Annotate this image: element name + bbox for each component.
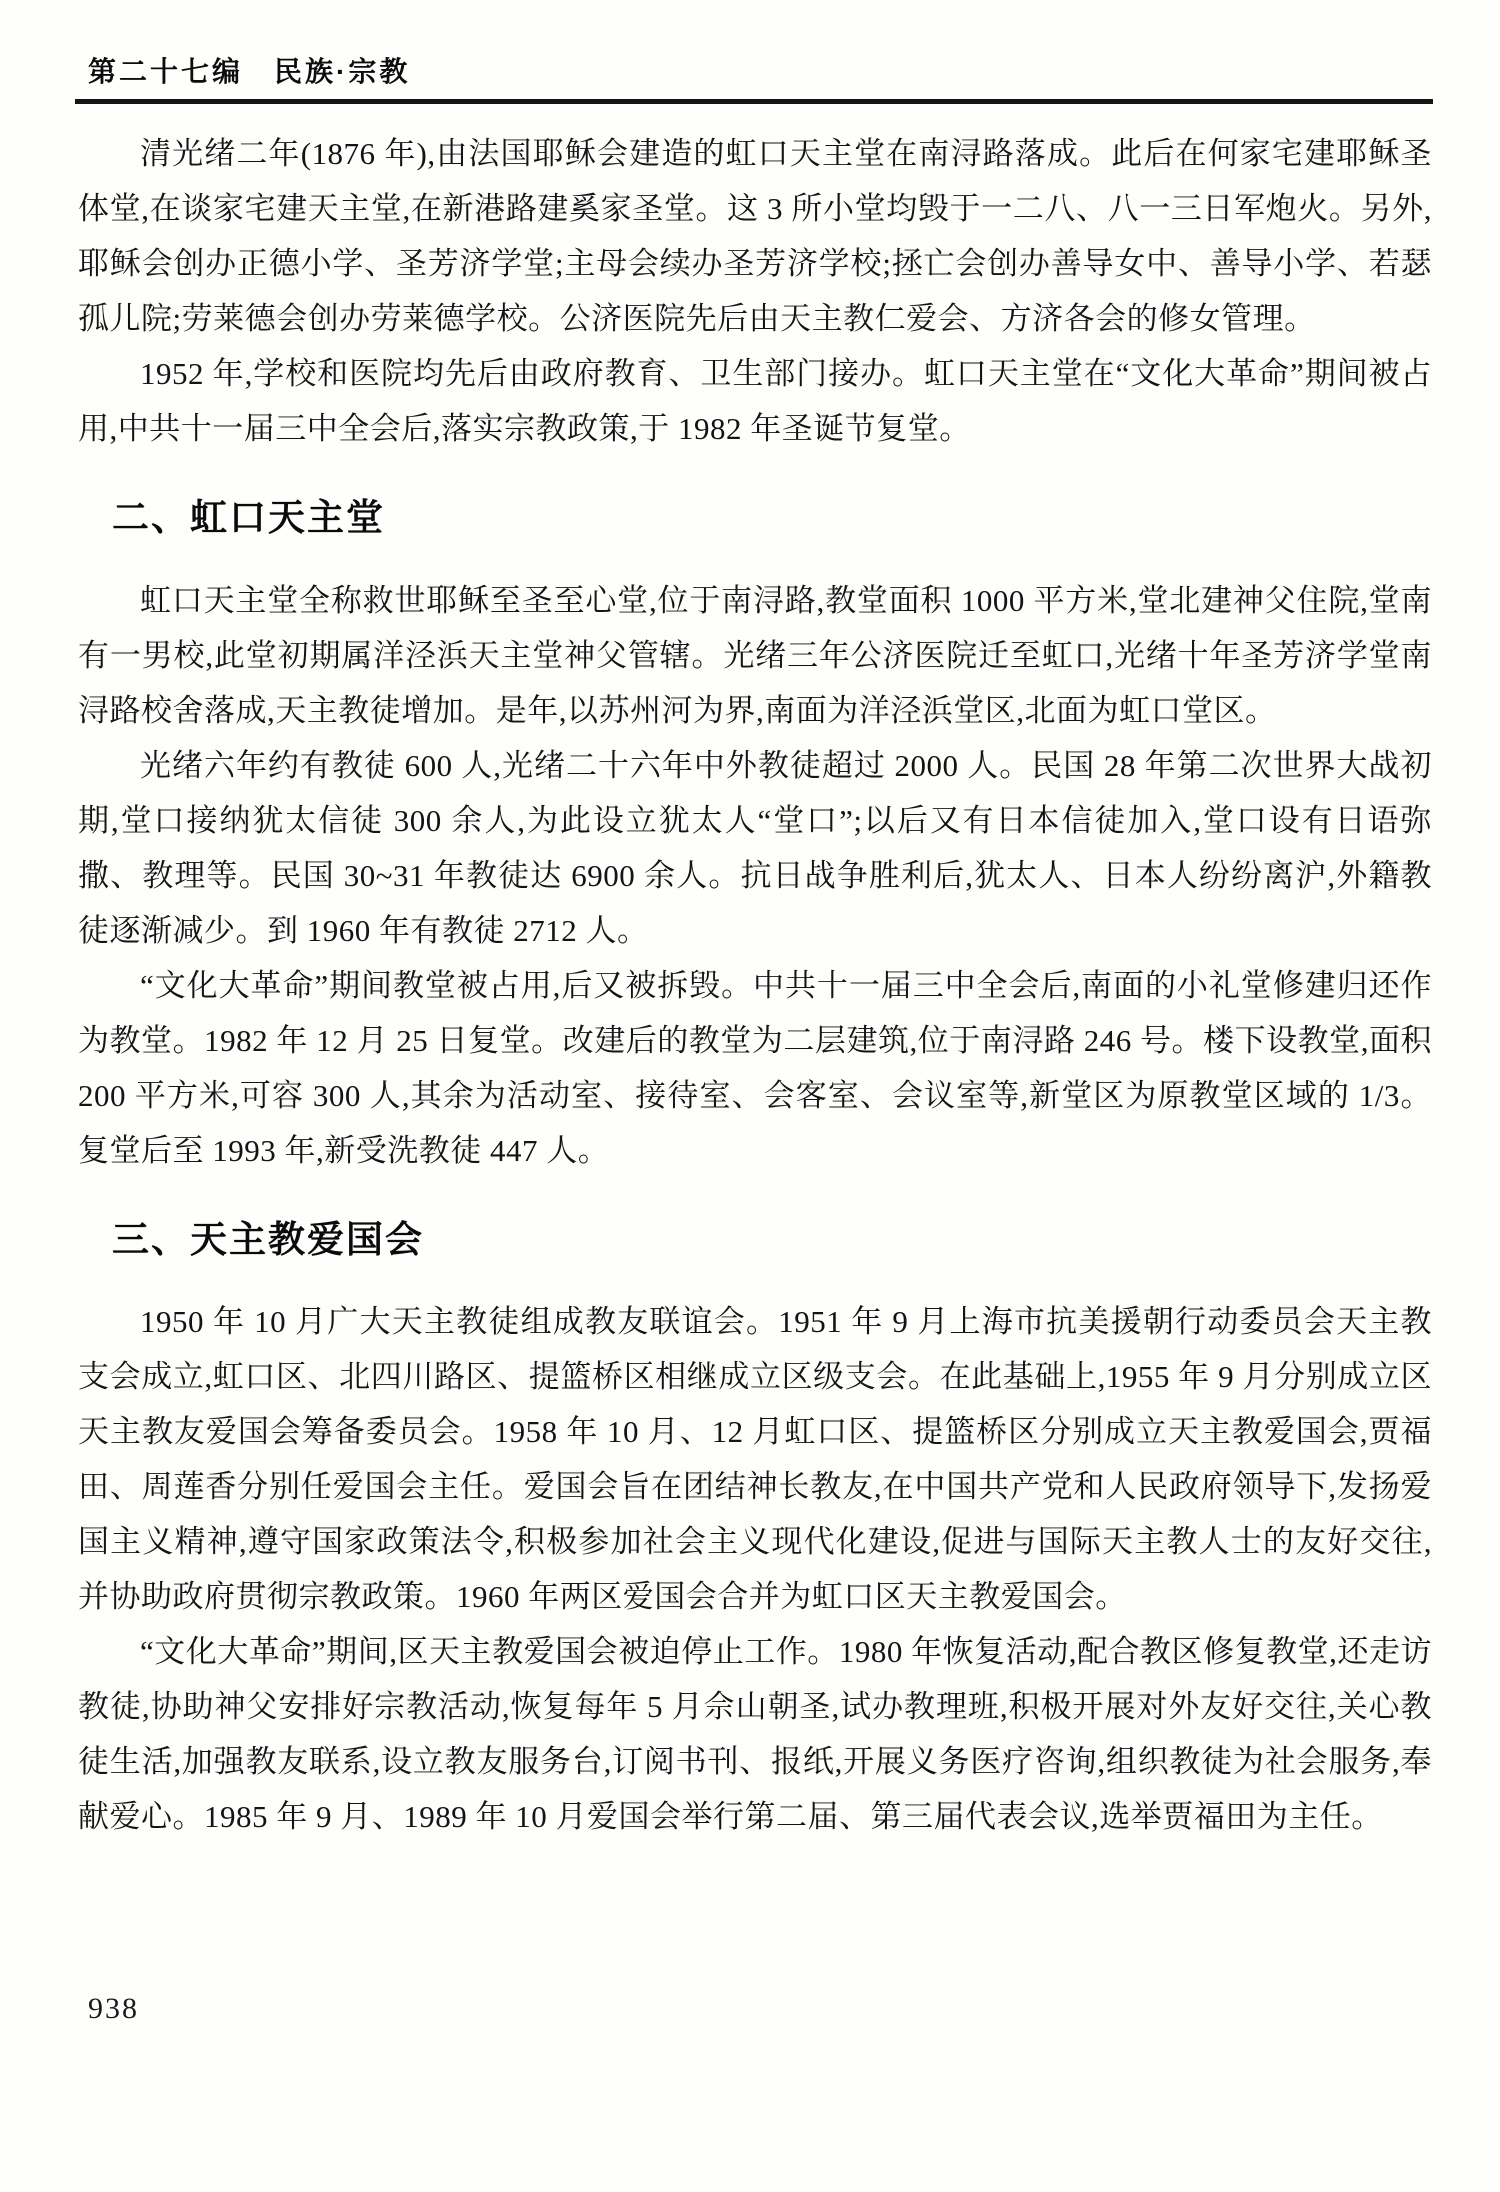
page-number: 938 [88,1992,139,2025]
intro-paragraph-1: 清光绪二年(1876 年),由法国耶稣会建造的虹口天主堂在南浔路落成。此后在何家宅建耶稣圣体堂,在谈家宅建天主堂,在新港路建奚家圣堂。这 3 所小堂均毁于一二八、八一三日军炮火。另外,耶稣会创办正德小学、圣芳济学堂;主母会续办圣芳济学校;拯亡会创办善导女中、善导小学、若瑟孤儿院;劳莱德会创办劳莱德学校。公济医院先后由天主教仁爱会、方济各会的修女管理。 [78,136,1432,336]
section2-paragraph-3: “文化大革命”期间教堂被占用,后又被拆毁。中共十一届三中全会后,南面的小礼堂修建归还作为教堂。1982 年 12 月 25 日复堂。改建后的教堂为二层建筑,位于南浔路 246 号。楼下设教堂,面积 200 平方米,可容 300 人,其余为活动室、接待室、会客室、会议室等,新堂区为原教堂区域的 1/3。复堂后至 1993 年,新受洗教徒 447 人。 [78,967,1432,1168]
section3-paragraph-1: 1950 年 10 月广大天主教徒组成教友联谊会。1951 年 9 月上海市抗美援朝行动委员会天主教支会成立,虹口区、北四川路区、提篮桥区相继成立区级支会。在此基础上,1955 年 9 月分别成立区天主教友爱国会筹备委员会。1958 年 10 月、12 月虹口区、提篮桥区分别成立天主教爱国会,贾福田、周莲香分别任爱国会主任。爱国会旨在团结神长教友,在中国共产党和人民政府领导下,发扬爱国主义精神,遵守国家政策法令,积极参加社会主义现代化建设,促进与国际天主教人士的友好交往,并协助政府贯彻宗教政策。1960 年两区爱国会合并为虹口区天主教爱国会。 [78,1304,1432,1615]
running-header: 第二十七编 民族·宗教 [88,56,411,87]
section2-paragraph-1: 虹口天主堂全称救世耶稣至圣至心堂,位于南浔路,教堂面积 1000 平方米,堂北建神父住院,堂南有一男校,此堂初期属洋泾浜天主堂神父管辖。光绪三年公济医院迁至虹口,光绪十年圣芳济学堂南浔路校舍落成,天主教徒增加。是年,以苏州河为界,南面为洋泾浜堂区,北面为虹口堂区。 [78,582,1432,728]
header-rule [75,99,1433,104]
section-heading-patriotic-association: 三、天主教爱国会 [112,1218,424,1260]
section-heading-hongkou-cathedral: 二、虹口天主堂 [112,497,385,538]
page-body [78,126,1432,1844]
section3-paragraph-2: “文化大革命”期间,区天主教爱国会被迫停止工作。1980 年恢复活动,配合教区修复教堂,还走访教徒,协助神父安排好宗教活动,恢复每年 5 月佘山朝圣,试办教理班,积极开展对外友好交往,关心教徒生活,加强教友联系,设立教友服务台,订阅书刊、报纸,开展义务医疗咨询,组织教徒为社会服务,奉献爱心。1985 年 9 月、1989 年 10 月爱国会举行第二届、第三届代表会议,选举贾福田为主任。 [78,1634,1432,1835]
intro-paragraph-2: 1952 年,学校和医院均先后由政府教育、卫生部门接办。虹口天主堂在“文化大革命”期间被占用,中共十一届三中全会后,落实宗教政策,于 1982 年圣诞节复堂。 [78,356,1432,446]
section2-paragraph-2: 光绪六年约有教徒 600 人,光绪二十六年中外教徒超过 2000 人。民国 28 年第二次世界大战初期,堂口接纳犹太信徒 300 余人,为此设立犹太人“堂口”;以后又有日本信徒加入,堂口设有日语弥撒、教理等。民国 30~31 年教徒达 6900 余人。抗日战争胜利后,犹太人、日本人纷纷离沪,外籍教徒逐渐减少。到 1960 年有教徒 2712 人。 [78,747,1432,948]
